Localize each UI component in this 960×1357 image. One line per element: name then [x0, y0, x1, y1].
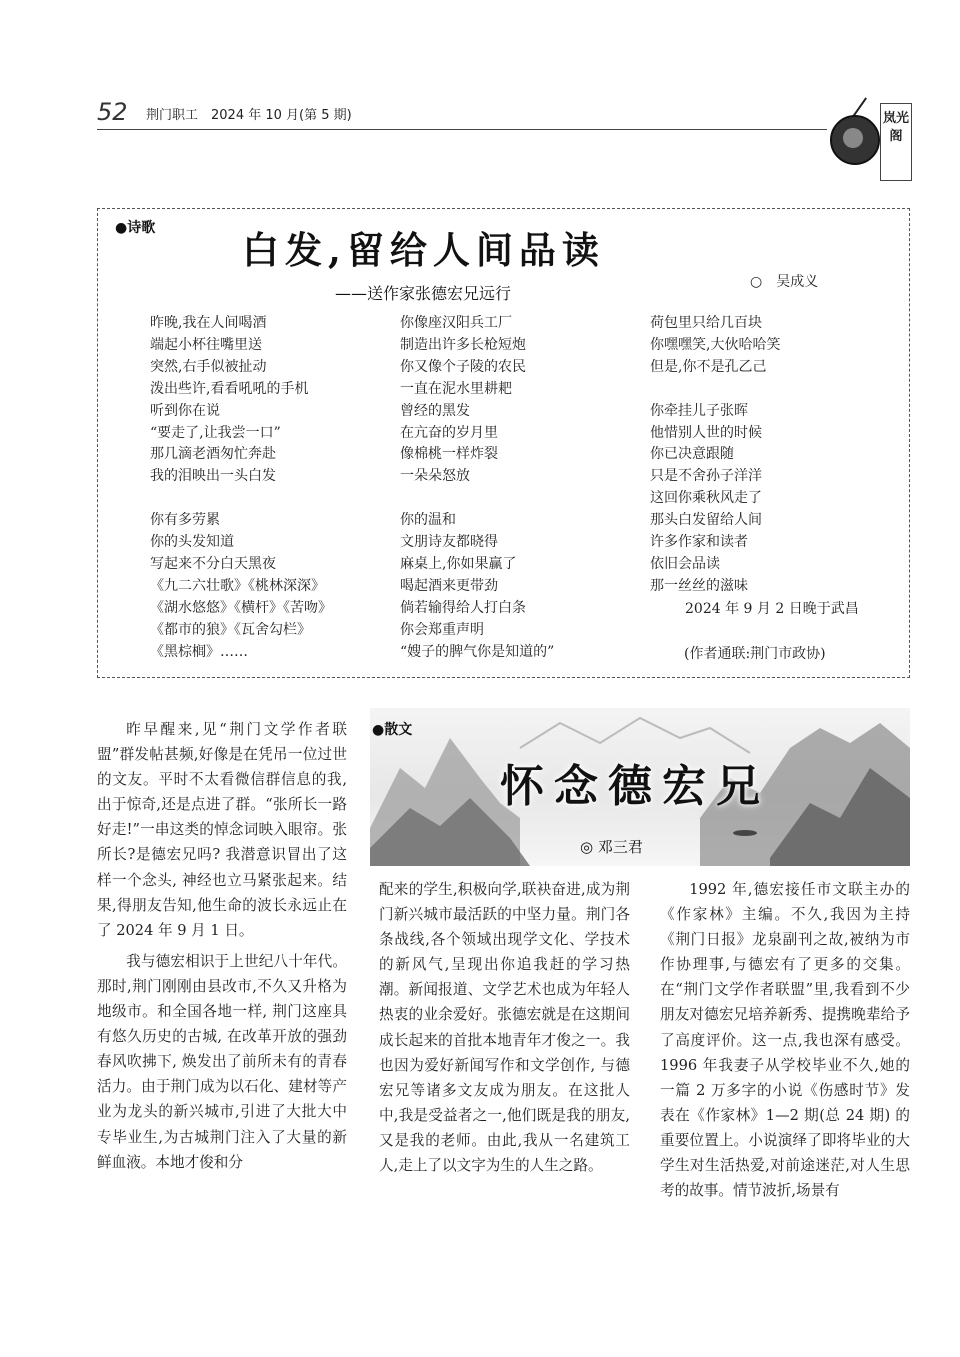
poem-line: 许多作家和读者	[650, 534, 748, 551]
poem-line: 你会郑重声明	[400, 621, 484, 638]
poem-line: 曾经的黑发	[400, 402, 470, 419]
header-divider	[97, 129, 827, 130]
poem-line: 喝起酒来更带劲	[400, 577, 498, 594]
poem-line: 昨晚,我在人间喝酒	[150, 315, 267, 331]
poem-line: “嫂子的脾气你是知道的”	[400, 643, 555, 660]
poem-line: 那几滴老酒匆忙奔赴	[150, 446, 276, 463]
prose-paragraph: 我与德宏相识于上世纪八十年代。那时,荆门刚刚由县改市,不久又升格为地级市。和全国各地一样, 荆门这座具有悠久历史的古城, 在改革开放的强劲春风吹拂下, 焕发出了前所未有的青春活力。由于荆门成为以石化、建材等产业为龙头的新兴城市,引进了大批大中专毕业生,为古城荆门注入了大量的新鲜血液。本地才俊和分	[97, 952, 347, 1171]
poem-line: 端起小杯往嘴里送	[150, 336, 262, 353]
column-name: 岚光阁	[880, 103, 912, 181]
poem-line: 像棉桃一样炸裂	[400, 446, 498, 463]
prose-paragraph: 配来的学生,积极向学,联袂奋进,成为荆门新兴城市最活跃的中坚力量。荆门各条战线,各个领域出现学文化、学技术的新风气,呈现出你追我赶的学习热潮。新闻报道、文学艺术也成为年轻人热衷的业余爱好。张德宏就是在这期间成长起来的首批本地青年才俊之一。我也因为爱好新闻写作和文学创作, 与德宏兄等诸多文友成为朋友。在这批人中,我是受益者之一,他们既是我的朋友, 又是我的老师。由此,我从一名建筑工人,走上了以文字为生的人生之路。	[379, 881, 630, 1175]
prose-column-3	[660, 877, 910, 1203]
poem-line: 你嘿嘿笑,大伙哈哈笑	[650, 336, 781, 353]
poem-line	[400, 488, 554, 510]
poem-line: 一朵朵怒放	[400, 468, 470, 485]
poem-line: 只是不舍孙子洋洋	[650, 468, 762, 485]
poem-line: 突然,右手似被扯动	[150, 358, 267, 375]
prose-paragraph: 1992 年,德宏接任市文联主办的《作家林》主编。不久,我因为主持《荆门日报》龙泉副刊之故,被纳为市作协理事,与德宏有了更多的交集。在“荆门文学作者联盟”里,我看到不少朋友对德宏兄培养新秀、提携晚辈给予了高度评价。这一点,我也深有感受。1996 年我妻子从学校毕业不久,她的一篇 2 万多字的小说《伤感时节》发表在《作家林》1—2 期(总 24 期) 的重要位置上。小说演绎了即将毕业的大学生对生活热爱,对前途迷茫,对人生思考的故事。情节波折,场景有	[660, 881, 910, 1200]
poem-line: 我的泪映出一头白发	[150, 468, 276, 485]
poem-line: 《湖水悠悠》《横杆》《苦吻》	[150, 599, 332, 616]
column-logo	[826, 95, 912, 181]
poem-line: 他惜别人世的时候	[650, 424, 762, 441]
poem-title: 白发,留给人间品读	[242, 228, 605, 272]
poem-line: 倘若输得给人打白条	[400, 599, 526, 616]
poem-line: 你又像个子陵的农民	[400, 358, 526, 375]
poem-line: 《九二六壮歌》《桃林深深》	[150, 577, 325, 594]
poem-line: 文朋诗友都晓得	[400, 534, 498, 551]
poem-author: ○ 吴成义	[750, 274, 819, 290]
poem-column-3	[650, 313, 780, 598]
poem-line: 你像座汉阳兵工厂	[400, 315, 512, 331]
poem-author-note: (作者通联:荆门市政协)	[684, 646, 826, 662]
poem-line: 听到你在说	[150, 402, 220, 419]
page-number: 52	[97, 98, 128, 126]
poem-column-2	[400, 313, 554, 664]
prose-author: ◎ 邓三君	[580, 838, 643, 856]
poem-line	[650, 379, 780, 401]
prose-paragraph: 昨早醒来,见“荆门文学作者联盟”群发帖甚频,好像是在凭吊一位过世的文友。平时不太看微信群信息的我,出于惊奇,还是点进了群。“张所长一路好走!”一串这类的悼念词映入眼帘。张所长?是德宏兄吗? 我潜意识冒出了这样一个念头, 神经也立马紧张起来。结果,得朋友告知,他生命的波长永远止在了 2024 年 9 月 1 日。	[97, 721, 347, 939]
poem-line: 在亢奋的岁月里	[400, 424, 498, 441]
poem-line: 依旧会品读	[650, 555, 720, 572]
poem-line: 制造出许多长枪短炮	[400, 336, 526, 353]
poem-line: 你牵挂儿子张晖	[650, 402, 748, 419]
poem-line: 你的温和	[400, 512, 456, 529]
poem-line: 但是,你不是孔乙己	[650, 358, 767, 375]
poem-line: 写起来不分白天黑夜	[150, 555, 276, 572]
prose-column-1	[97, 717, 347, 1175]
poem-line: 那一丝丝的滋味	[650, 577, 748, 594]
poem-line: 这回你乘秋风走了	[650, 490, 762, 507]
poem-line: 那头白发留给人间	[650, 512, 762, 529]
journal-info: 荆门职工 2024 年 10 月(第 5 期)	[146, 108, 352, 123]
prose-title: 怀念德宏兄	[500, 761, 770, 812]
poem-signature: 2024 年 9 月 2 日晚于武昌	[685, 601, 859, 617]
poem-line: 《都市的狼》《瓦舍勾栏》	[150, 621, 311, 638]
poem-line: “要走了,让我尝一口”	[150, 424, 281, 441]
poem-line: 你有多劳累	[150, 512, 220, 529]
prose-category: ●散文	[372, 722, 413, 738]
poem-line	[150, 488, 332, 510]
poem-line: 荷包里只给几百块	[650, 315, 762, 331]
poem-line: 泼出些许,看看吼吼的手机	[150, 380, 309, 397]
poem-category: ●诗歌	[115, 220, 156, 236]
poem-column-1	[150, 313, 332, 664]
poem-line: 麻桌上,你如果赢了	[400, 555, 517, 572]
poem-line: 一直在泥水里耕耙	[400, 380, 512, 397]
poem-line: 《黑棕榈》……	[150, 643, 248, 660]
prose-column-2	[379, 877, 630, 1178]
poem-subtitle: ——送作家张德宏兄远行	[335, 284, 512, 303]
poem-line: 你的头发知道	[150, 534, 234, 551]
poem-line: 你已决意跟随	[650, 446, 734, 463]
